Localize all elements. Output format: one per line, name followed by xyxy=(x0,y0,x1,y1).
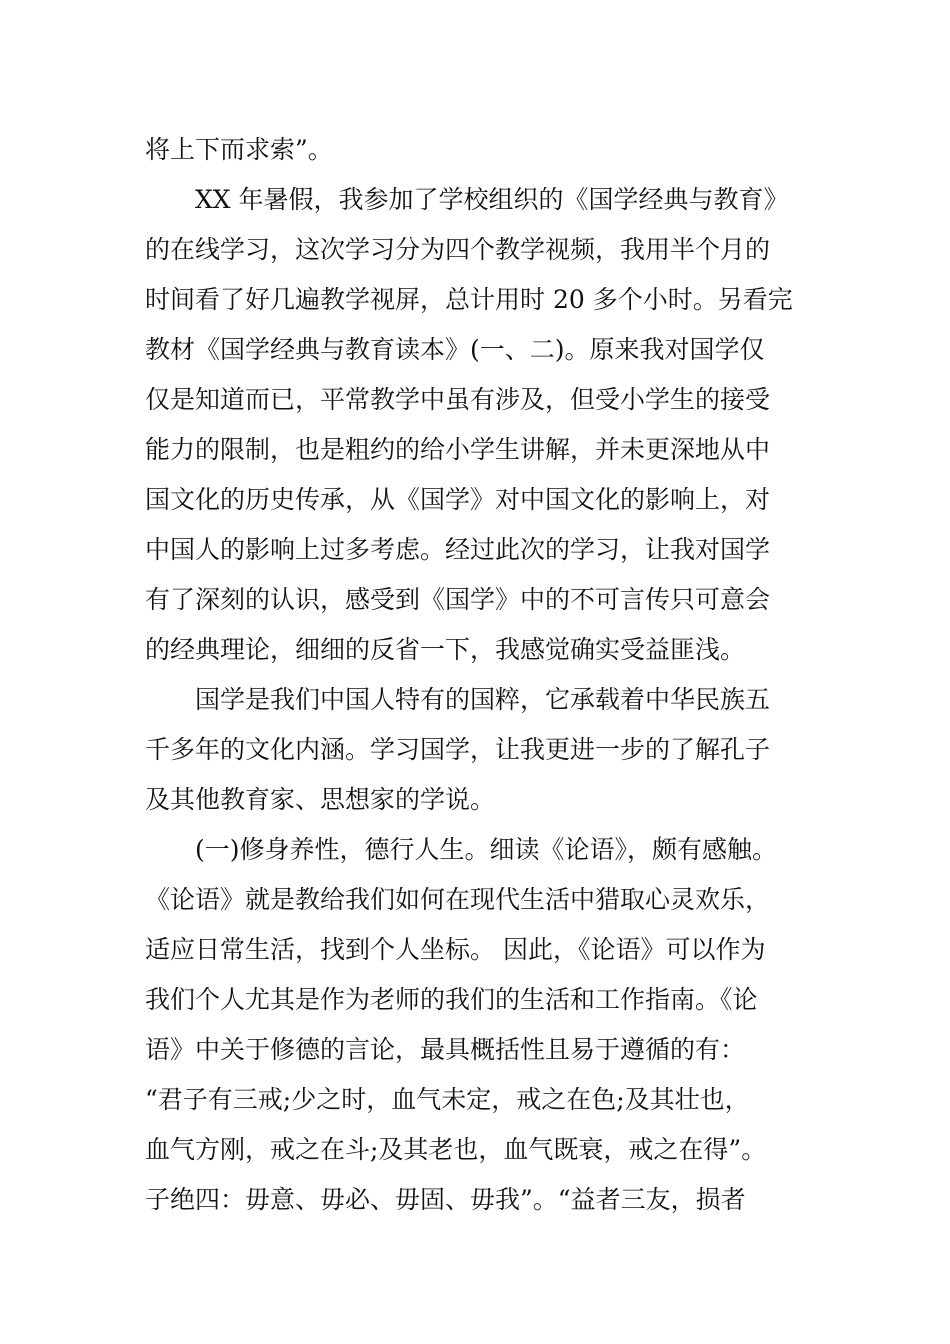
text-line: 适应日常生活，找到个人坐标。 因此，《论语》可以作为 xyxy=(145,935,766,964)
text-line: 《论语》就是教给我们如何在现代生活中猎取心灵欢乐， xyxy=(145,885,771,914)
text-line: 语》中关于修德的言论，最具概括性且易于遵循的有： xyxy=(145,1035,746,1064)
text-line: 中国人的影响上过多考虑。经过此次的学习，让我对国学 xyxy=(145,535,771,564)
text-line: 将上下而求索”。 xyxy=(145,135,333,164)
text-line: XX 年暑假，我参加了学校组织的《国学经典与教育》 xyxy=(145,185,789,214)
text-line: 国文化的历史传承，从《国学》对中国文化的影响上，对 xyxy=(145,485,771,514)
text-line: 仅是知道而已，平常教学中虽有涉及，但受小学生的接受 xyxy=(145,385,771,414)
text-line: (一)修身养性，德行人生。细读《论语》，颇有感触。 xyxy=(145,835,778,864)
text-line: 时间看了好几遍教学视屏，总计用时 20 多个小时。另看完 xyxy=(145,285,793,314)
text-line: 血气方刚，戒之在斗;及其老也，血气既衰，戒之在得”。 xyxy=(145,1135,767,1164)
text-line: 国学是我们中国人特有的国粹，它承载着中华民族五 xyxy=(145,685,771,714)
text-line: 我们个人尤其是作为老师的我们的生活和工作指南。《论 xyxy=(145,985,758,1014)
text-line: 有了深刻的认识，感受到《国学》中的不可言传只可意会 xyxy=(145,585,771,614)
text-line: 子绝四：毋意、毋必、毋固、毋我”。“益者三友，损者 xyxy=(145,1185,746,1214)
text-line: 的经典理论，细细的反省一下，我感觉确实受益匪浅。 xyxy=(145,635,746,664)
text-line: 千多年的文化内涵。学习国学，让我更进一步的了解孔子 xyxy=(145,735,771,764)
text-line: “君子有三戒;少之时，血气未定，戒之在色;及其壮也， xyxy=(145,1085,750,1114)
text-line: 及其他教育家、思想家的学说。 xyxy=(145,785,496,814)
body-text xyxy=(145,125,845,1225)
text-line: 的在线学习，这次学习分为四个教学视频，我用半个月的 xyxy=(145,235,771,264)
text-line: 能力的限制，也是粗约的给小学生讲解，并未更深地从中 xyxy=(145,435,771,464)
text-line: 教材《国学经典与教育读本》(一、二)。原来我对国学仅 xyxy=(145,335,765,364)
